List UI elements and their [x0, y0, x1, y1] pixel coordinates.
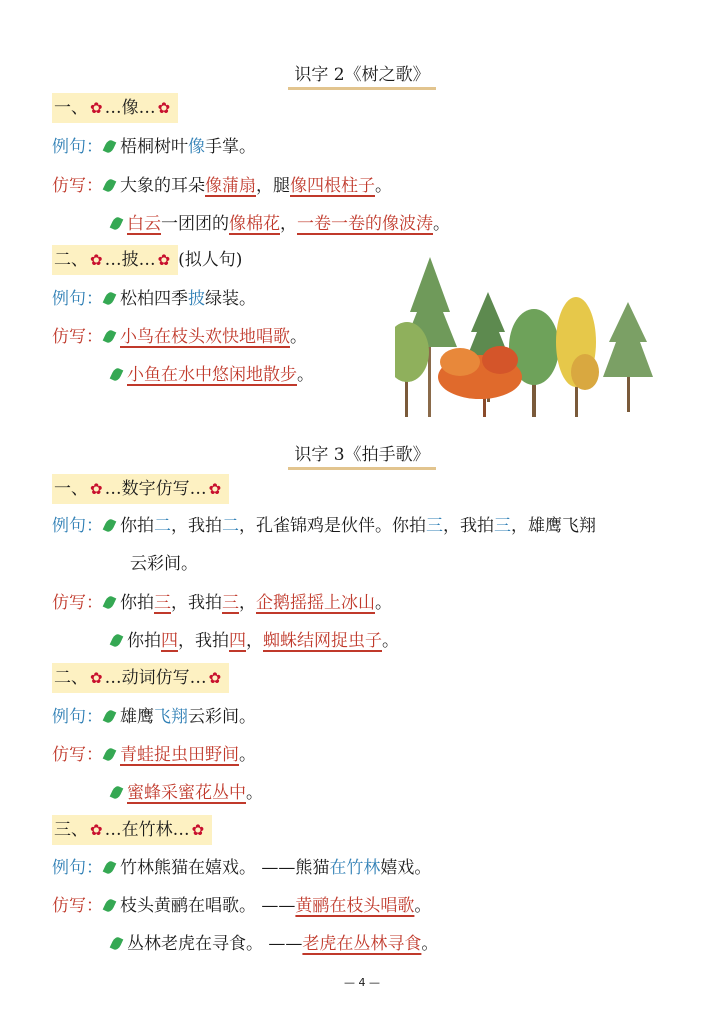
- section-header: 二、 ✿ …动词仿写… ✿: [52, 663, 229, 693]
- imitate-row: 仿写： 青蛙捉虫田野间。: [52, 745, 256, 765]
- imitate-row: 你拍四，我拍四，蜘蛛结网捉虫子。: [110, 627, 399, 655]
- imitate-row: 仿写： 大象的耳朵像蒲扇，腿像四根柱子。: [52, 176, 392, 196]
- leaf-icon: [110, 936, 124, 952]
- leaf-icon: [103, 860, 117, 876]
- imitate-row: 小鱼在水中悠闲地散步。: [110, 361, 314, 389]
- leaf-icon: [103, 898, 117, 914]
- flower-icon: ✿: [90, 99, 103, 117]
- flower-icon: ✿: [90, 669, 103, 687]
- example-row: 例句： 雄鹰飞翔云彩间。: [52, 707, 256, 727]
- lesson3-title: 识字 3《拍手歌》: [0, 440, 724, 465]
- example-row: 例句： 竹林熊猫在嬉戏。 ——熊猫在竹林嬉戏。: [52, 858, 432, 878]
- leaf-icon: [103, 139, 117, 155]
- example-label: 例句：: [52, 137, 103, 157]
- leaf-icon: [110, 367, 124, 383]
- flower-icon: ✿: [90, 251, 103, 269]
- flower-icon: ✿: [157, 251, 171, 269]
- flower-icon: ✿: [90, 480, 103, 498]
- flower-icon: ✿: [191, 821, 205, 839]
- leaf-icon: [103, 595, 117, 611]
- leaf-icon: [110, 216, 124, 232]
- example-continuation: 云彩间。: [130, 554, 198, 574]
- flower-icon: ✿: [157, 99, 171, 117]
- imitate-row: 仿写： 小鸟在枝头欢快地唱歌。: [52, 327, 307, 347]
- example-row: 例句： 你拍二，我拍二，孔雀锦鸡是伙伴。你拍三，我拍三，雄鹰飞翔: [52, 516, 596, 536]
- imitate-row: 蜜蜂采蜜花丛中。: [110, 779, 263, 807]
- leaf-icon: [103, 518, 117, 534]
- imitate-row: 仿写： 枝头黄鹂在唱歌。 ——黄鹂在枝头唱歌。: [52, 896, 432, 916]
- tree-icon: [603, 302, 653, 412]
- flower-icon: ✿: [90, 821, 103, 839]
- leaf-icon: [103, 291, 117, 307]
- imitate-row: 仿写： 你拍三，我拍三，企鹅摇摇上冰山。: [52, 593, 392, 613]
- leaf-icon: [110, 785, 124, 801]
- tree-icon: [556, 297, 599, 417]
- example-row: 例句： 梧桐树叶像手掌。: [52, 137, 256, 157]
- section-header: 二、 ✿ …披… ✿ (拟人句): [52, 245, 178, 275]
- leaf-icon: [103, 709, 117, 725]
- lesson2-title: 识字 2《树之歌》: [0, 60, 724, 85]
- page-number: — 4 —: [344, 976, 380, 989]
- leaf-icon: [110, 633, 124, 649]
- leaf-icon: [103, 329, 117, 345]
- section-header: 一、 ✿ …像… ✿: [52, 93, 178, 123]
- imitate-row: 白云一团团的像棉花，一卷一卷的像波涛。: [110, 210, 450, 238]
- example-row: 例句： 松柏四季披绿装。: [52, 289, 256, 309]
- flower-icon: ✿: [208, 669, 222, 687]
- section-header: 三、 ✿ …在竹林… ✿: [52, 815, 212, 845]
- tree-icon: [395, 322, 429, 417]
- leaf-icon: [103, 747, 117, 763]
- imitate-row: 丛林老虎在寻食。 ——老虎在丛林寻食。: [110, 930, 438, 958]
- leaf-icon: [103, 178, 117, 194]
- tree-icon: [438, 346, 522, 417]
- flower-icon: ✿: [208, 480, 222, 498]
- trees-illustration: [395, 252, 665, 424]
- section-header: 一、 ✿ …数字仿写… ✿: [52, 474, 229, 504]
- imitate-label: 仿写：: [52, 176, 103, 196]
